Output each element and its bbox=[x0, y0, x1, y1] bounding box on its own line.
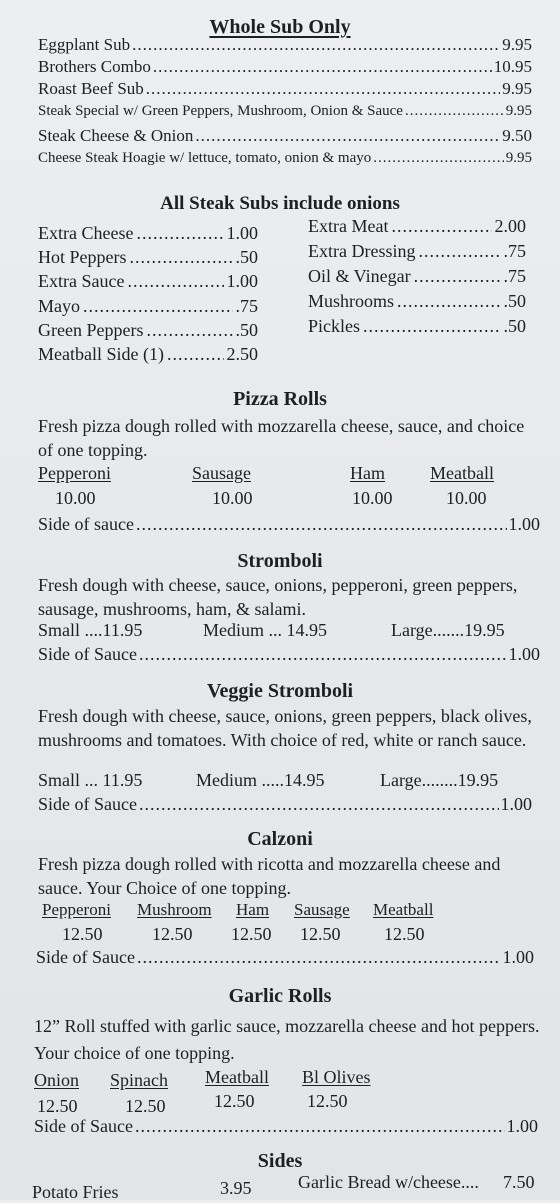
extra-item: Oil & Vinegar ..... .75 bbox=[308, 266, 526, 287]
option-label: Sausage bbox=[192, 463, 251, 483]
menu-item: Roast Beef Sub ..... 9.95 bbox=[38, 79, 532, 99]
option-price: 10.00 bbox=[212, 488, 253, 508]
size-small: Small ....11.95 bbox=[38, 620, 143, 640]
section-title-stromboli: Stromboli bbox=[237, 550, 323, 572]
size-medium: Medium .....14.95 bbox=[196, 770, 325, 790]
option-label: Bl Olives bbox=[302, 1067, 371, 1087]
section-description: Fresh pizza dough rolled with mozzarella cheese, sauce, and choice of one topping. bbox=[38, 416, 525, 460]
extra-item: Extra Sauce ..... 1.00 bbox=[38, 271, 258, 292]
size-prices bbox=[38, 620, 540, 644]
option-label: Meatball bbox=[430, 463, 494, 483]
option-label: Ham bbox=[350, 463, 385, 483]
section-title-veggie-stromboli: Veggie Stromboli bbox=[206, 680, 354, 702]
menu-item: Steak Special w/ Green Peppers, Mushroom, Onion & Sauce ..... 9.95 bbox=[38, 103, 532, 120]
side-item: Side of Sauce ..... 1.00 bbox=[34, 1116, 538, 1137]
section-title-whole-sub: Whole Sub Only bbox=[209, 16, 351, 38]
option-price: 12.50 bbox=[307, 1091, 348, 1111]
side-item: Side of sauce ..... 1.00 bbox=[38, 514, 540, 535]
side-item: Side of Sauce ..... 1.00 bbox=[36, 947, 534, 968]
extra-item: Mayo ..... .75 bbox=[38, 296, 258, 317]
size-large: Large.......19.95 bbox=[391, 620, 505, 640]
section-title-garlic-rolls: Garlic Rolls bbox=[228, 985, 332, 1007]
side-item-name: Potato Fries bbox=[32, 1182, 119, 1202]
menu-item: Eggplant Sub ..... 9.95 bbox=[38, 35, 532, 55]
extra-item: Extra Meat ..... 2.00 bbox=[308, 216, 526, 237]
menu-item: Cheese Steak Hoagie w/ lettuce, tomato, onion & mayo ..... 9.95 bbox=[38, 150, 532, 167]
extra-item: Mushrooms ..... .50 bbox=[308, 291, 526, 312]
section-title-sides: Sides bbox=[257, 1150, 303, 1172]
side-item: Side of Sauce ..... 1.00 bbox=[38, 644, 540, 665]
option-price: 12.50 bbox=[152, 924, 193, 944]
option-price: 10.00 bbox=[352, 488, 393, 508]
size-medium: Medium ... 14.95 bbox=[203, 620, 327, 640]
option-price: 12.50 bbox=[125, 1096, 166, 1116]
option-price: 10.00 bbox=[446, 488, 487, 508]
section-description: Fresh dough with cheese, sauce, onions, green peppers, black olives, mushrooms and tomatoes. With choice of red, white or ranch sauce. bbox=[38, 706, 532, 750]
extra-item: Green Peppers ..... .50 bbox=[38, 320, 258, 341]
section-title-calzoni: Calzoni bbox=[247, 828, 313, 850]
option-label: Meatball bbox=[373, 900, 434, 919]
side-item-price: 3.95 bbox=[220, 1178, 252, 1198]
option-price: 10.00 bbox=[55, 488, 96, 508]
section-title-steak-extras: All Steak Subs include onions bbox=[160, 193, 400, 214]
extra-item: Extra Cheese ..... 1.00 bbox=[38, 223, 258, 244]
option-price: 12.50 bbox=[231, 924, 272, 944]
option-label: Pepperoni bbox=[38, 463, 111, 483]
section-description: Fresh dough with cheese, sauce, onions, pepperoni, green peppers, sausage, mushrooms, ham, & salami. bbox=[38, 575, 518, 619]
extra-item: Pickles ..... .50 bbox=[308, 316, 526, 337]
option-label: Pepperoni bbox=[42, 900, 111, 919]
side-item-name: Garlic Bread w/cheese.... bbox=[298, 1172, 479, 1192]
extra-item: Extra Dressing ..... .75 bbox=[308, 241, 526, 262]
extra-item: Meatball Side (1) ..... 2.50 bbox=[38, 344, 258, 365]
side-item-price: 7.50 bbox=[503, 1172, 535, 1192]
option-label: Mushroom bbox=[137, 900, 212, 919]
option-label: Ham bbox=[236, 900, 270, 919]
option-price: 12.50 bbox=[384, 924, 425, 944]
extra-item: Hot Peppers ..... .50 bbox=[38, 247, 258, 268]
size-large: Large........19.95 bbox=[380, 770, 499, 790]
option-price: 12.50 bbox=[37, 1096, 78, 1116]
menu-item: Brothers Combo ..... 10.95 bbox=[38, 57, 532, 77]
option-label: Onion bbox=[34, 1070, 79, 1090]
side-item: Side of Sauce ..... 1.00 bbox=[38, 794, 532, 815]
section-description: 12” Roll stuffed with garlic sauce, mozzarella cheese and hot peppers. Your choice of one topping. bbox=[34, 1016, 540, 1063]
option-price: 12.50 bbox=[214, 1091, 255, 1111]
section-description: Fresh pizza dough rolled with ricotta and mozzarella cheese and sauce. Your Choice of one topping. bbox=[38, 854, 501, 898]
option-label: Meatball bbox=[205, 1067, 269, 1087]
size-small: Small ... 11.95 bbox=[38, 770, 143, 790]
size-prices bbox=[38, 770, 540, 794]
menu-item: Steak Cheese & Onion ..... 9.50 bbox=[38, 126, 532, 146]
option-price: 12.50 bbox=[300, 924, 341, 944]
section-title-pizza-rolls: Pizza Rolls bbox=[233, 388, 327, 410]
option-price: 12.50 bbox=[62, 924, 103, 944]
option-label: Sausage bbox=[294, 900, 350, 919]
option-label: Spinach bbox=[110, 1070, 168, 1090]
